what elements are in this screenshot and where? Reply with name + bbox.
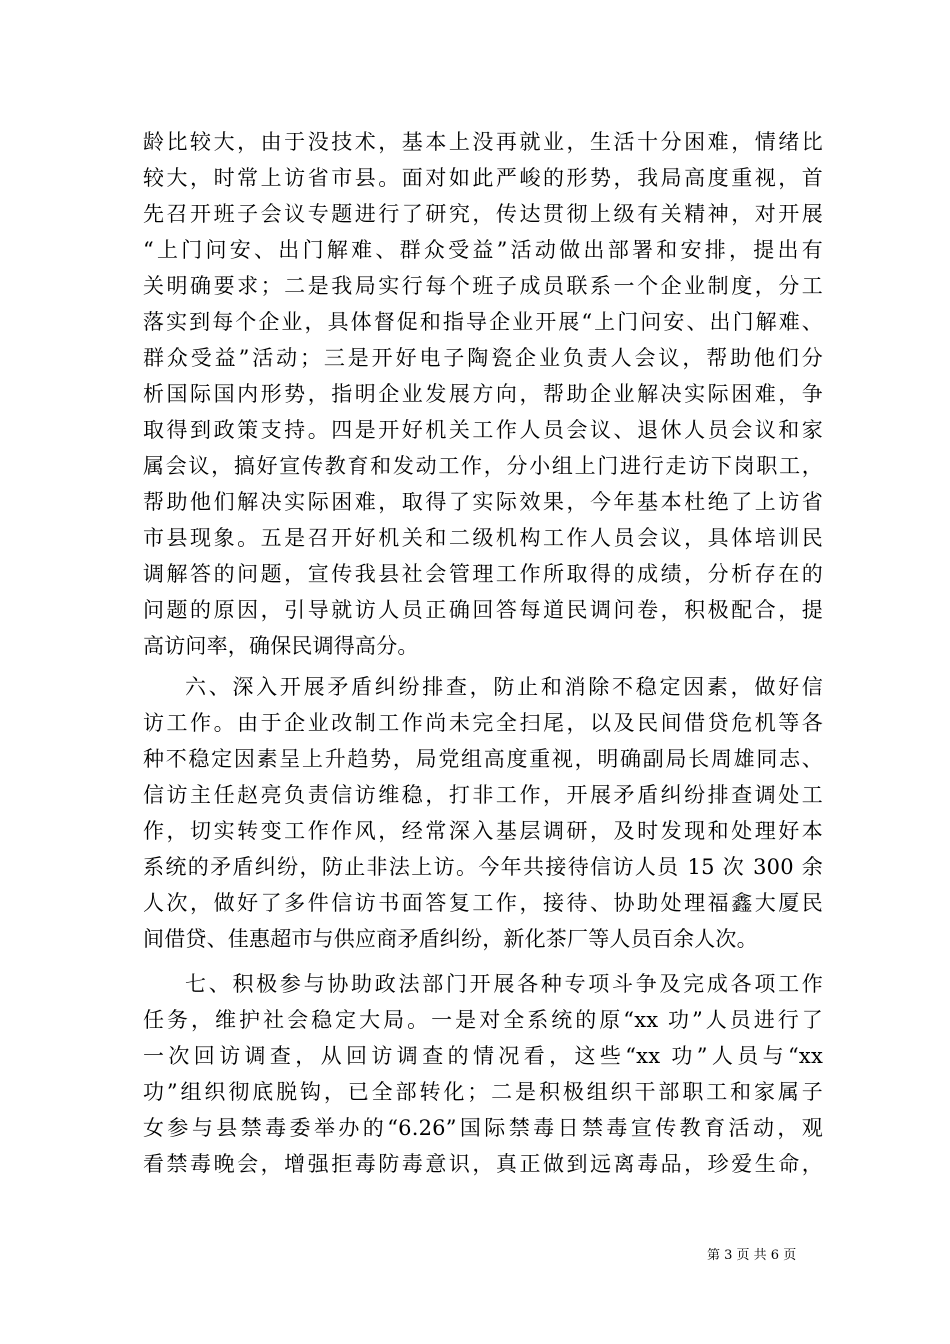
text-line: 高访问率，确保民调得高分。 (143, 634, 419, 658)
text-line: 种不稳定因素呈上升趋势，局党组高度重视，明确副局长周雄同志、 (143, 747, 823, 771)
text-line: 一次回访调查，从回访调查的情况看，这些“xx 功”人员与“xx (143, 1044, 823, 1068)
text-line: 属会议，搞好宣传教育和发动工作，分小组上门进行走访下岗职工， (143, 454, 823, 478)
text-line: 群众受益”活动；三是开好电子陶瓷企业负责人会议，帮助他们分 (143, 346, 823, 370)
text-line: 市县现象。五是召开好机关和二级机构工作人员会议，具体培训民 (143, 526, 823, 550)
text-line: 人次，做好了多件信访书面答复工作，接待、协助处理福鑫大厦民 (143, 891, 823, 915)
text-line: 调解答的问题，宣传我县社会管理工作所取得的成绩，分析存在的 (143, 562, 823, 586)
text-line: 较大，时常上访省市县。面对如此严峻的形势，我局高度重视，首 (143, 166, 823, 190)
text-line: 落实到每个企业，具体督促和指导企业开展“上门问安、出门解难、 (143, 310, 823, 334)
text-line: 取得到政策支持。四是开好机关工作人员会议、退休人员会议和家 (143, 418, 823, 442)
text-line: 关明确要求；二是我局实行每个班子成员联系一个企业制度，分工 (143, 274, 823, 298)
text-line: 龄比较大，由于没技术，基本上没再就业，生活十分困难，情绪比 (143, 130, 823, 154)
text-line: 信访主任赵亮负责信访维稳，打非工作，开展矛盾纠纷排查调处工 (143, 783, 823, 807)
text-line: 作，切实转变工作作风，经常深入基层调研，及时发现和处理好本 (143, 819, 823, 843)
section-heading-line: 七、积极参与协助政法部门开展各种专项斗争及完成各项工作 (185, 972, 823, 996)
section-heading-line: 六、深入开展矛盾纠纷排查，防止和消除不稳定因素，做好信 (185, 675, 823, 699)
text-line: 功”组织彻底脱钩，已全部转化；二是积极组织干部职工和家属子 (143, 1080, 823, 1104)
text-line: 先召开班子会议专题进行了研究，传达贯彻上级有关精神，对开展 (143, 202, 823, 226)
text-line: 帮助他们解决实际困难，取得了实际效果，今年基本杜绝了上访省 (143, 490, 823, 514)
text-line: 析国际国内形势，指明企业发展方向，帮助企业解决实际困难，争 (143, 382, 823, 406)
text-line: 女参与县禁毒委举办的“6.26”国际禁毒日禁毒宣传教育活动，观 (143, 1116, 823, 1140)
text-line: 看禁毒晚会，增强拒毒防毒意识，真正做到远离毒品，珍爱生命， (143, 1152, 823, 1176)
text-line: 系统的矛盾纠纷，防止非法上访。今年共接待信访人员 15 次 300 余 (143, 855, 823, 879)
text-line: 间借贷、佳惠超市与供应商矛盾纠纷，新化茶厂等人员百余人次。 (143, 927, 758, 951)
text-line: “上门问安、出门解难、群众受益”活动做出部署和安排，提出有 (143, 238, 823, 262)
page-number: 第 3 页 共 6 页 (707, 1248, 797, 1263)
text-line: 访工作。由于企业改制工作尚未完全扫尾，以及民间借贷危机等各 (143, 711, 823, 735)
text-line: 问题的原因，引导就访人员正确回答每道民调问卷，积极配合，提 (143, 598, 823, 622)
text-line: 任务，维护社会稳定大局。一是对全系统的原“xx 功”人员进行了 (143, 1008, 823, 1032)
